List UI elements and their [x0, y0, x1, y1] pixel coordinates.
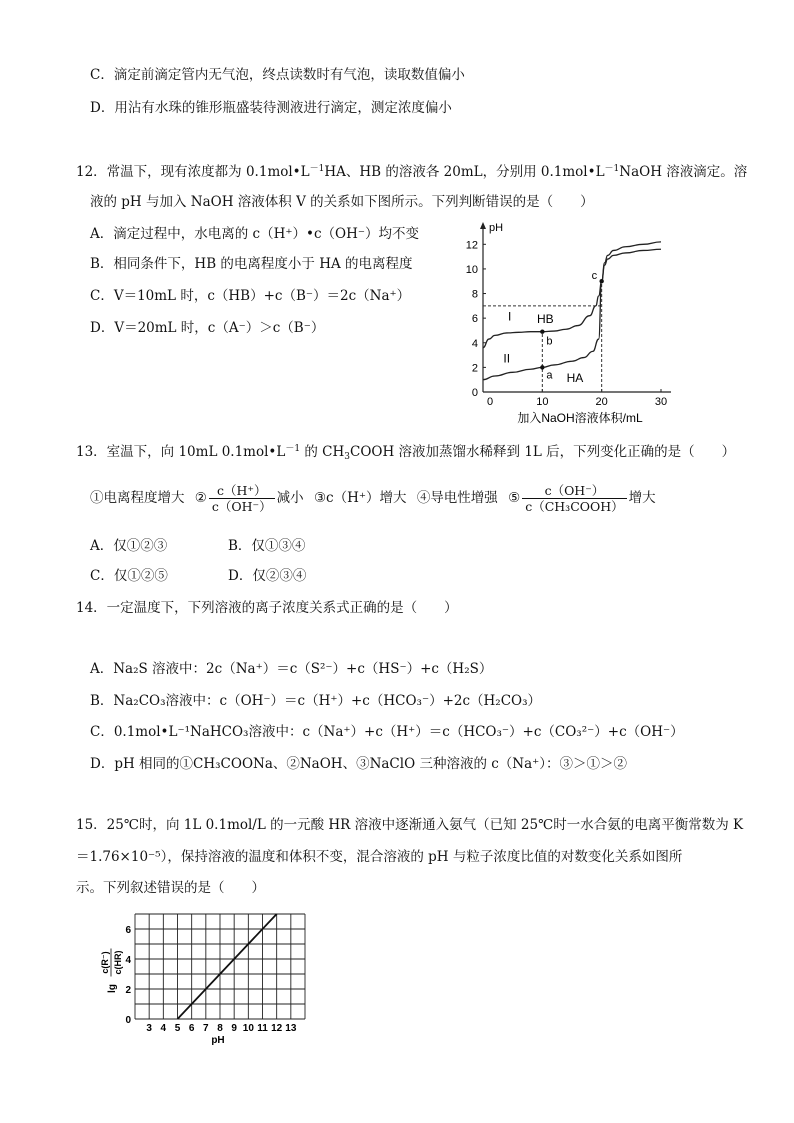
x-tick-label: 6 [188, 1023, 195, 1034]
x-tick-label: 11 [257, 1023, 268, 1034]
q12-stem-line1: 12．常温下，现有浓度都为 $0.1mol•L^{-1}HA$、HB 的溶液各 20mL，分别用 $0.1mol•L^{-1}NaOH$ 溶液滴定。溶 [76, 164, 748, 180]
q13-item-5-fraction: $\frac{c(OH^-)}{\text{c（CH₃COOH）}}$ [522, 483, 626, 514]
q13-option-d: D．仅②③④ [228, 568, 307, 584]
q14-option-c: C．0.1mol•L⁻¹NaHCO₃溶液中：c（Na⁺）+c（H⁺）＝c（HCO₃⁻）+c（CO₃²⁻）+c（OH⁻） [90, 724, 684, 740]
x-axis-label: pH [211, 1035, 225, 1046]
q11-option-c: C．滴定前滴定管内无气泡，终点读数时有气泡，读取数值偏小 [90, 67, 465, 83]
y-label-numerator: c(R⁻) [100, 951, 110, 974]
y-tick-label: 4 [471, 337, 478, 350]
q13-item-4: ④导电性增强 [416, 490, 498, 506]
y-axis-label [100, 949, 123, 993]
point-b [540, 329, 544, 333]
y-tick-label: 0 [471, 387, 478, 399]
q13-option-b: B．仅①③④ [228, 538, 306, 554]
x-tick-label: 0 [487, 396, 494, 408]
x-tick-label: 10 [242, 1023, 254, 1034]
y-tick-label: 6 [471, 313, 478, 326]
series-label-HB: HB [536, 312, 554, 327]
y-label-lg: lg [107, 984, 118, 993]
y-tick-label: 6 [125, 925, 131, 936]
series-name-I: I [508, 309, 512, 324]
q13-item-2-prefix: ② [194, 490, 207, 506]
point-c [599, 279, 603, 283]
q13-option-c: C．仅①②⑤ [90, 568, 168, 584]
x-axis-label: 加入NaOH溶液体积/mL [517, 411, 643, 425]
y-tick-label: 2 [125, 985, 131, 996]
q14-stem: 14．一定温度下，下列溶液的离子浓度关系式正确的是（ ） [76, 600, 458, 616]
y-tick-label: 10 [465, 263, 478, 276]
series-curve-I [483, 242, 661, 348]
q11-option-d: D．用沾有水珠的锥形瓶盛装待测液进行滴定，测定浓度偏小 [90, 100, 452, 116]
x-tick-label: 3 [146, 1023, 152, 1034]
q13-stem: 13．室温下，向 10mL $0.1mol•L^{-1}$ 的 $CH_3COOH$ 溶液加蒸馏水稀释到 1L 后，下列变化正确的是（ ） [76, 444, 736, 462]
q13-item-3: ③c（H⁺）增大 [313, 490, 407, 506]
ph-log-ratio-chart [95, 912, 315, 1047]
q13-item-1: ①电离程度增大 [90, 490, 185, 506]
x-tick-label: 10 [536, 396, 549, 408]
q15-stem-line2: ＝1.76×10⁻⁵），保持溶液的温度和体积不变，混合溶液的 pH 与粒子浓度比值的对数变化关系如图所 [76, 849, 683, 865]
x-tick-label: 5 [174, 1023, 181, 1034]
x-tick-label: 7 [203, 1023, 209, 1034]
series-label-HA: HA [566, 371, 584, 386]
y-tick-label: 4 [125, 955, 131, 966]
q13-item-5-prefix: ⑤ [508, 490, 521, 506]
y-tick-label: 12 [465, 239, 478, 252]
q14-option-b: B．Na₂CO₃溶液中：c（OH⁻）＝c（H⁺）+c（HCO₃⁻）+2c（H₂CO₃） [90, 693, 542, 709]
y-label-denominator: c(HR) [113, 950, 123, 975]
x-tick-label: 12 [271, 1023, 283, 1034]
q13-item-2-fraction: $\frac{c(H^+)}{c(OH^-)}$ [209, 483, 275, 514]
x-tick-label: 8 [217, 1023, 223, 1034]
x-tick-label: 4 [160, 1023, 167, 1034]
y-tick-label: 8 [471, 288, 478, 301]
x-tick-label: 20 [595, 396, 608, 408]
x-tick-label: 30 [654, 396, 668, 408]
q14-option-a: A．Na₂S 溶液中：2c（Na⁺）＝c（S²⁻）+c（HS⁻）+c（H₂S） [90, 661, 493, 677]
q12-stem-line2: 液的 pH 与加入 NaOH 溶液体积 V 的关系如下图所示。下列判断错误的是（ ） [90, 194, 594, 210]
x-tick-label: 13 [285, 1023, 297, 1034]
q12-option-a: A．滴定过程中，水电离的 c（H⁺）•c（OH⁻）均不变 [90, 226, 419, 242]
point-a [540, 365, 544, 369]
q15-stem-line1: 15．25℃时，向 1L 0.1mol/L 的一元酸 HR 溶液中逐渐通入氨气（已知 25℃时一水合氨的电离平衡常数为 K [76, 817, 744, 833]
q12-option-b: B．相同条件下，HB 的电离程度小于 HA 的电离程度 [90, 256, 413, 272]
q15-stem-line3: 示。下列叙述错误的是（ ） [76, 880, 265, 896]
point-label-a: a [546, 369, 553, 382]
q14-option-d: D．pH 相同的①CH₃COONa、②NaOH、③NaClO 三种溶液的 c（Na⁺）：③＞①＞② [90, 756, 628, 772]
series-name-II: II [503, 351, 511, 366]
titration-chart [455, 222, 695, 432]
q12-option-c: C．V＝10mL 时，c（HB）+c（B⁻）＝2c（Na⁺） [90, 288, 411, 304]
q13-items: ①电离程度增大 ② $\frac{c(H^+)}{c(OH^-)}$ 减小 ③c（H⁺）增大 ④导电性增强 ⑤ $\frac{c(OH^-)}{\text{c（CH₃COOH）}}$ 增大 [90, 483, 656, 514]
point-label-c: c [591, 270, 598, 283]
series-line [178, 914, 277, 1019]
y-axis-label: pH [489, 222, 504, 234]
y-tick-label: 2 [471, 362, 478, 375]
point-label-b: b [546, 335, 553, 348]
x-tick-label: 9 [231, 1023, 237, 1034]
q12-option-d: D．V＝20mL 时，c（A⁻）＞c（B⁻） [90, 320, 325, 336]
y-axis-arrow [480, 222, 486, 229]
y-tick-label: 0 [125, 1015, 131, 1026]
q13-option-a: A．仅①②③ [90, 538, 168, 554]
